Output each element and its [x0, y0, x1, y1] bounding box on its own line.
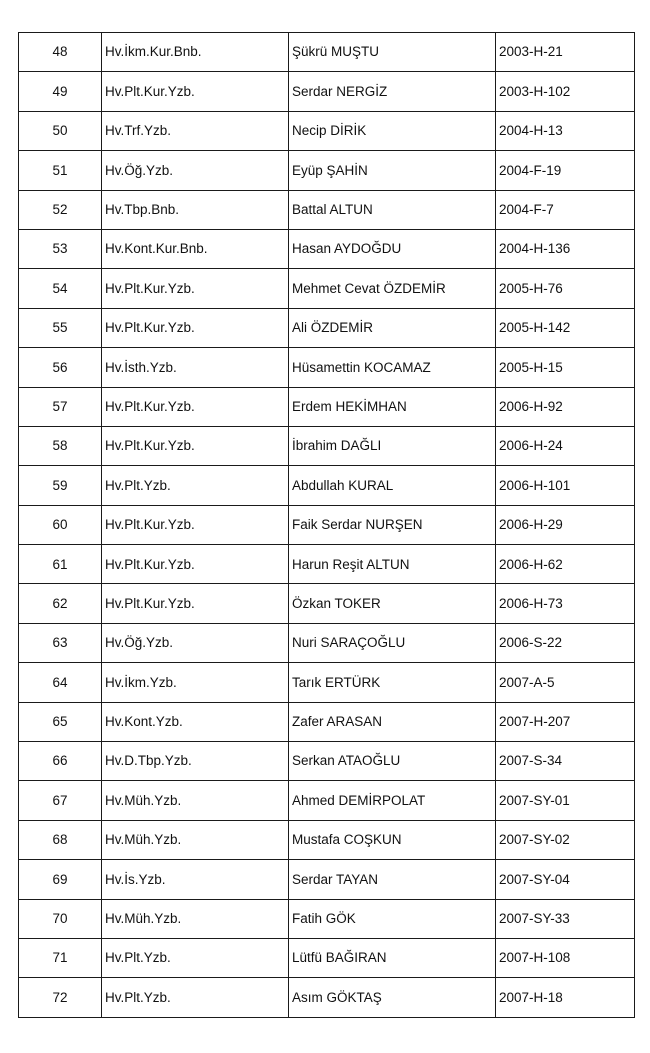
row-number-cell: 49: [19, 72, 102, 111]
person-name-cell: Serdar TAYAN: [289, 860, 496, 899]
rank-cell: Hv.İsth.Yzb.: [102, 348, 289, 387]
table-row: [19, 387, 635, 426]
table-row: [19, 820, 635, 859]
table-row: [19, 505, 635, 544]
rank-cell: Hv.İkm.Kur.Bnb.: [102, 33, 289, 72]
table-row: [19, 151, 635, 190]
table-row: [19, 584, 635, 623]
rank-cell: Hv.Plt.Yzb.: [102, 978, 289, 1017]
rank-cell: Hv.Müh.Yzb.: [102, 899, 289, 938]
registry-code-cell: 2006-H-101: [496, 466, 635, 505]
rank-cell: Hv.Öğ.Yzb.: [102, 623, 289, 662]
table-row: [19, 545, 635, 584]
row-number-cell: 63: [19, 623, 102, 662]
registry-code-cell: 2007-H-108: [496, 938, 635, 977]
person-name-cell: Hüsamettin KOCAMAZ: [289, 348, 496, 387]
registry-code-cell: 2007-SY-33: [496, 899, 635, 938]
registry-code-cell: 2004-H-136: [496, 229, 635, 268]
person-name-cell: Nuri SARAÇOĞLU: [289, 623, 496, 662]
person-name-cell: Mehmet Cevat ÖZDEMİR: [289, 269, 496, 308]
rank-cell: Hv.Müh.Yzb.: [102, 820, 289, 859]
rank-cell: Hv.Plt.Kur.Yzb.: [102, 308, 289, 347]
registry-code-cell: 2005-H-142: [496, 308, 635, 347]
table-row: [19, 308, 635, 347]
personnel-table-body: [19, 33, 635, 1018]
rank-cell: Hv.Tbp.Bnb.: [102, 190, 289, 229]
personnel-table: [18, 32, 635, 1018]
registry-code-cell: 2007-SY-01: [496, 781, 635, 820]
person-name-cell: Mustafa COŞKUN: [289, 820, 496, 859]
table-row: [19, 938, 635, 977]
registry-code-cell: 2007-H-18: [496, 978, 635, 1017]
registry-code-cell: 2006-H-24: [496, 426, 635, 465]
row-number-cell: 71: [19, 938, 102, 977]
person-name-cell: Battal ALTUN: [289, 190, 496, 229]
person-name-cell: Serkan ATAOĞLU: [289, 742, 496, 781]
registry-code-cell: 2003-H-21: [496, 33, 635, 72]
registry-code-cell: 2006-S-22: [496, 623, 635, 662]
person-name-cell: Serdar NERGİZ: [289, 72, 496, 111]
table-row: [19, 742, 635, 781]
registry-code-cell: 2004-H-13: [496, 111, 635, 150]
row-number-cell: 67: [19, 781, 102, 820]
rank-cell: Hv.Plt.Kur.Yzb.: [102, 426, 289, 465]
row-number-cell: 59: [19, 466, 102, 505]
registry-code-cell: 2006-H-62: [496, 545, 635, 584]
person-name-cell: Hasan AYDOĞDU: [289, 229, 496, 268]
rank-cell: Hv.Plt.Kur.Yzb.: [102, 545, 289, 584]
table-row: [19, 702, 635, 741]
table-row: [19, 33, 635, 72]
registry-code-cell: 2007-H-207: [496, 702, 635, 741]
table-row: [19, 978, 635, 1017]
table-row: [19, 663, 635, 702]
person-name-cell: Asım GÖKTAŞ: [289, 978, 496, 1017]
person-name-cell: Lütfü BAĞIRAN: [289, 938, 496, 977]
registry-code-cell: 2006-H-73: [496, 584, 635, 623]
table-row: [19, 229, 635, 268]
registry-code-cell: 2007-S-34: [496, 742, 635, 781]
row-number-cell: 53: [19, 229, 102, 268]
person-name-cell: Abdullah KURAL: [289, 466, 496, 505]
rank-cell: Hv.Trf.Yzb.: [102, 111, 289, 150]
table-row: [19, 111, 635, 150]
row-number-cell: 61: [19, 545, 102, 584]
table-row: [19, 781, 635, 820]
row-number-cell: 58: [19, 426, 102, 465]
rank-cell: Hv.Plt.Yzb.: [102, 466, 289, 505]
table-row: [19, 623, 635, 662]
rank-cell: Hv.Kont.Yzb.: [102, 702, 289, 741]
table-row: [19, 269, 635, 308]
row-number-cell: 56: [19, 348, 102, 387]
rank-cell: Hv.Müh.Yzb.: [102, 781, 289, 820]
person-name-cell: Özkan TOKER: [289, 584, 496, 623]
rank-cell: Hv.Plt.Kur.Yzb.: [102, 387, 289, 426]
person-name-cell: Faik Serdar NURŞEN: [289, 505, 496, 544]
registry-code-cell: 2003-H-102: [496, 72, 635, 111]
row-number-cell: 48: [19, 33, 102, 72]
registry-code-cell: 2006-H-92: [496, 387, 635, 426]
row-number-cell: 57: [19, 387, 102, 426]
table-row: [19, 899, 635, 938]
rank-cell: Hv.Plt.Yzb.: [102, 938, 289, 977]
row-number-cell: 54: [19, 269, 102, 308]
person-name-cell: Ahmed DEMİRPOLAT: [289, 781, 496, 820]
table-row: [19, 190, 635, 229]
row-number-cell: 55: [19, 308, 102, 347]
table-row: [19, 348, 635, 387]
registry-code-cell: 2006-H-29: [496, 505, 635, 544]
rank-cell: Hv.Kont.Kur.Bnb.: [102, 229, 289, 268]
row-number-cell: 66: [19, 742, 102, 781]
registry-code-cell: 2004-F-19: [496, 151, 635, 190]
registry-code-cell: 2007-SY-02: [496, 820, 635, 859]
row-number-cell: 52: [19, 190, 102, 229]
person-name-cell: Şükrü MUŞTU: [289, 33, 496, 72]
row-number-cell: 69: [19, 860, 102, 899]
registry-code-cell: 2005-H-76: [496, 269, 635, 308]
rank-cell: Hv.D.Tbp.Yzb.: [102, 742, 289, 781]
rank-cell: Hv.Plt.Kur.Yzb.: [102, 584, 289, 623]
row-number-cell: 70: [19, 899, 102, 938]
rank-cell: Hv.İs.Yzb.: [102, 860, 289, 899]
person-name-cell: İbrahim DAĞLI: [289, 426, 496, 465]
row-number-cell: 60: [19, 505, 102, 544]
person-name-cell: Harun Reşit ALTUN: [289, 545, 496, 584]
person-name-cell: Ali ÖZDEMİR: [289, 308, 496, 347]
row-number-cell: 68: [19, 820, 102, 859]
person-name-cell: Necip DİRİK: [289, 111, 496, 150]
row-number-cell: 72: [19, 978, 102, 1017]
row-number-cell: 65: [19, 702, 102, 741]
row-number-cell: 50: [19, 111, 102, 150]
person-name-cell: Tarık ERTÜRK: [289, 663, 496, 702]
table-row: [19, 860, 635, 899]
registry-code-cell: 2004-F-7: [496, 190, 635, 229]
rank-cell: Hv.Plt.Kur.Yzb.: [102, 72, 289, 111]
rank-cell: Hv.İkm.Yzb.: [102, 663, 289, 702]
registry-code-cell: 2005-H-15: [496, 348, 635, 387]
registry-code-cell: 2007-SY-04: [496, 860, 635, 899]
row-number-cell: 64: [19, 663, 102, 702]
rank-cell: Hv.Plt.Kur.Yzb.: [102, 269, 289, 308]
registry-code-cell: 2007-A-5: [496, 663, 635, 702]
rank-cell: Hv.Plt.Kur.Yzb.: [102, 505, 289, 544]
person-name-cell: Erdem HEKİMHAN: [289, 387, 496, 426]
table-row: [19, 466, 635, 505]
person-name-cell: Zafer ARASAN: [289, 702, 496, 741]
row-number-cell: 51: [19, 151, 102, 190]
rank-cell: Hv.Öğ.Yzb.: [102, 151, 289, 190]
table-row: [19, 72, 635, 111]
row-number-cell: 62: [19, 584, 102, 623]
table-row: [19, 426, 635, 465]
person-name-cell: Fatih GÖK: [289, 899, 496, 938]
person-name-cell: Eyüp ŞAHİN: [289, 151, 496, 190]
